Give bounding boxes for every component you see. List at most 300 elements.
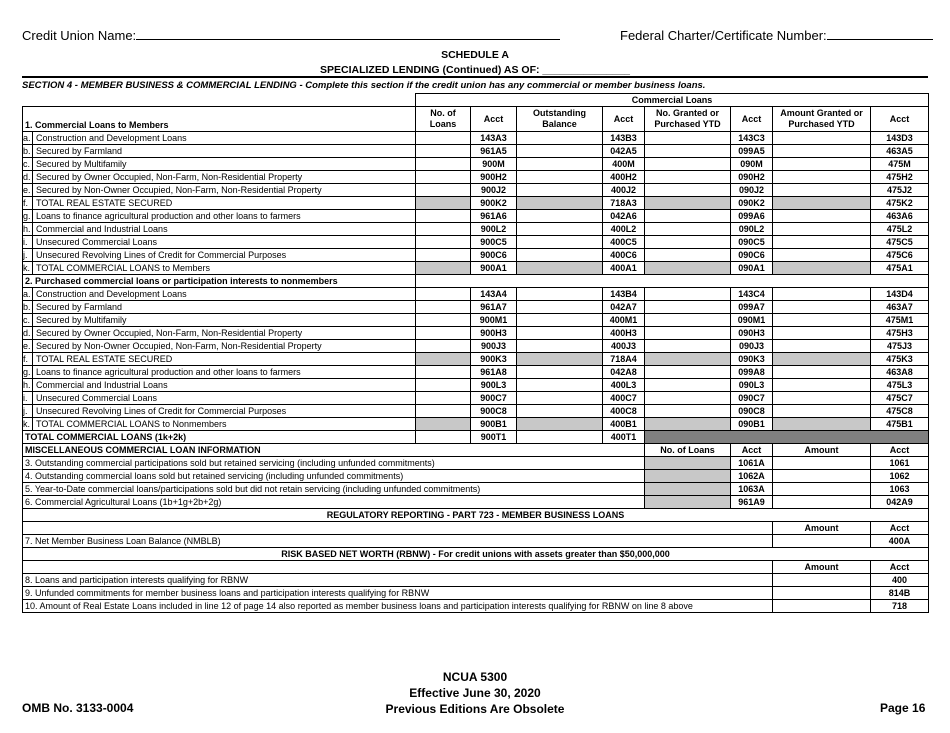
granted-count-input[interactable] bbox=[645, 379, 731, 392]
amount-granted-input[interactable] bbox=[773, 210, 871, 223]
no-of-loans-input[interactable] bbox=[416, 366, 471, 379]
row-label-wrap bbox=[23, 210, 415, 222]
credit-union-name-line[interactable] bbox=[136, 26, 560, 40]
granted-count-input[interactable] bbox=[645, 145, 731, 158]
row-label bbox=[23, 327, 416, 340]
row-label bbox=[23, 340, 416, 353]
acct-code: 718 bbox=[871, 600, 929, 613]
credit-union-name-label: Credit Union Name: bbox=[22, 28, 137, 43]
acct-code: 475H2 bbox=[871, 171, 929, 184]
acct-code: 090L2 bbox=[731, 223, 773, 236]
row-text: TOTAL COMMERCIAL LOANS to Members bbox=[36, 263, 211, 273]
acct-code: 090C7 bbox=[731, 392, 773, 405]
row-label bbox=[23, 236, 416, 249]
form-number: NCUA 5300 bbox=[442, 670, 508, 684]
row-letter: f. bbox=[23, 197, 33, 209]
table-row bbox=[23, 210, 929, 223]
acct-code: 475C5 bbox=[871, 236, 929, 249]
blank-cell bbox=[23, 561, 773, 574]
misc-no-of-loans-input bbox=[645, 470, 731, 483]
acct-code: 814B bbox=[871, 587, 929, 600]
granted-count-input[interactable] bbox=[645, 210, 731, 223]
col-amount-granted-line1: Amount Granted or bbox=[780, 108, 863, 118]
col-outstanding-balance-line2: Balance bbox=[542, 119, 577, 129]
no-of-loans-input[interactable] bbox=[416, 405, 471, 418]
granted-count-input[interactable] bbox=[645, 288, 731, 301]
row-label-wrap bbox=[23, 145, 415, 157]
granted-count-input[interactable] bbox=[645, 236, 731, 249]
misc-no-of-loans-input bbox=[645, 483, 731, 496]
amount-granted-input[interactable] bbox=[773, 223, 871, 236]
acct-code: 400 bbox=[871, 574, 929, 587]
acct-code: 090H2 bbox=[731, 171, 773, 184]
col-outstanding-balance bbox=[517, 107, 603, 132]
row-letter: d. bbox=[23, 327, 33, 339]
col-no-of-loans-line2: Loans bbox=[429, 119, 457, 129]
granted-count-input[interactable] bbox=[645, 405, 731, 418]
row-letter: b. bbox=[23, 145, 33, 157]
row-text: Secured by Farmland bbox=[36, 302, 123, 312]
table-row bbox=[23, 171, 929, 184]
row-label-wrap bbox=[23, 184, 415, 196]
amount-granted-input[interactable] bbox=[773, 288, 871, 301]
acct-code: 400A1 bbox=[603, 262, 645, 275]
no-of-loans-input[interactable] bbox=[416, 158, 471, 171]
misc-row-label: 5. Year-to-Date commercial loans/participations sold but did not retain servicing (including unfunded commitments) bbox=[23, 483, 645, 496]
total-no-of-loans-input[interactable] bbox=[416, 431, 471, 444]
acct-code: 400M1 bbox=[603, 314, 645, 327]
row-label-wrap bbox=[23, 379, 415, 391]
table-row bbox=[23, 405, 929, 418]
acct-code: 400T1 bbox=[603, 431, 645, 444]
row-label-wrap bbox=[23, 301, 415, 313]
acct-code: 099A7 bbox=[731, 301, 773, 314]
granted-count-input[interactable] bbox=[645, 366, 731, 379]
no-of-loans-input[interactable] bbox=[416, 184, 471, 197]
no-of-loans-input bbox=[416, 353, 471, 366]
no-of-loans-input[interactable] bbox=[416, 340, 471, 353]
outstanding-balance-input[interactable] bbox=[517, 340, 603, 353]
table-row bbox=[23, 379, 929, 392]
outstanding-balance-input[interactable] bbox=[517, 392, 603, 405]
granted-count-input[interactable] bbox=[645, 184, 731, 197]
table-row bbox=[23, 223, 929, 236]
no-of-loans-input[interactable] bbox=[416, 249, 471, 262]
row-text: Commercial and Industrial Loans bbox=[36, 224, 168, 234]
amount-granted-input[interactable] bbox=[773, 145, 871, 158]
table-row bbox=[23, 470, 929, 483]
no-of-loans-input[interactable] bbox=[416, 223, 471, 236]
misc-amount-input[interactable] bbox=[773, 483, 871, 496]
granted-count-input[interactable] bbox=[645, 340, 731, 353]
acct-code: 900K3 bbox=[471, 353, 517, 366]
row-letter: h. bbox=[23, 223, 33, 235]
row-letter: a. bbox=[23, 288, 33, 300]
credit-union-name-field[interactable] bbox=[22, 26, 560, 43]
no-of-loans-input[interactable] bbox=[416, 171, 471, 184]
outstanding-balance-input[interactable] bbox=[517, 249, 603, 262]
outstanding-balance-input bbox=[517, 197, 603, 210]
row-letter: b. bbox=[23, 301, 33, 313]
row-text: Construction and Development Loans bbox=[36, 289, 187, 299]
row-letter: a. bbox=[23, 132, 33, 144]
outstanding-balance-input[interactable] bbox=[517, 366, 603, 379]
charter-number-line[interactable] bbox=[827, 26, 933, 40]
row-text: TOTAL REAL ESTATE SECURED bbox=[36, 354, 173, 364]
row-label-wrap bbox=[23, 418, 415, 430]
row-label-wrap bbox=[23, 392, 415, 404]
acct-code: 099A5 bbox=[731, 145, 773, 158]
amount-granted-input[interactable] bbox=[773, 171, 871, 184]
amount-granted-input[interactable] bbox=[773, 301, 871, 314]
acct-code: 463A8 bbox=[871, 366, 929, 379]
outstanding-balance-input[interactable] bbox=[517, 379, 603, 392]
no-of-loans-input[interactable] bbox=[416, 379, 471, 392]
misc-col-no-of-loans: No. of Loans bbox=[645, 444, 731, 457]
outstanding-balance-input[interactable] bbox=[517, 288, 603, 301]
col-outstanding-balance-line1: Outstanding bbox=[533, 108, 586, 118]
acct-code: 099A8 bbox=[731, 366, 773, 379]
col-acct-2: Acct bbox=[603, 107, 645, 132]
row-text: Secured by Owner Occupied, Non-Farm, Non-Residential Property bbox=[36, 328, 303, 338]
row-label-wrap bbox=[23, 262, 415, 274]
misc-amount-input[interactable] bbox=[773, 457, 871, 470]
row-label bbox=[23, 301, 416, 314]
acct-code: 090C8 bbox=[731, 405, 773, 418]
acct-code: 463A7 bbox=[871, 301, 929, 314]
row-letter: k. bbox=[23, 418, 33, 430]
effective-date: Effective June 30, 2020 bbox=[409, 686, 541, 700]
part2-title-fill bbox=[416, 275, 929, 288]
acct-code: 475L3 bbox=[871, 379, 929, 392]
row-label-wrap bbox=[23, 223, 415, 235]
commercial-loans-table bbox=[22, 93, 929, 613]
row-text: Unsecured Commercial Loans bbox=[36, 393, 158, 403]
part2-title-row bbox=[23, 275, 929, 288]
acct-code: 090M1 bbox=[731, 314, 773, 327]
col-no-of-loans bbox=[416, 107, 471, 132]
acct-code: 400C8 bbox=[603, 405, 645, 418]
rbnw-amount-input[interactable] bbox=[773, 574, 871, 587]
granted-count-input bbox=[645, 262, 731, 275]
no-of-loans-input[interactable] bbox=[416, 392, 471, 405]
outstanding-balance-input[interactable] bbox=[517, 184, 603, 197]
granted-count-input[interactable] bbox=[645, 392, 731, 405]
no-of-loans-input[interactable] bbox=[416, 210, 471, 223]
acct-code: 090H3 bbox=[731, 327, 773, 340]
acct-code: 900H2 bbox=[471, 171, 517, 184]
acct-code: 042A9 bbox=[871, 496, 929, 509]
row-text: Secured by Owner Occupied, Non-Farm, Non-Residential Property bbox=[36, 172, 303, 182]
rbnw-amount-input[interactable] bbox=[773, 600, 871, 613]
granted-count-input[interactable] bbox=[645, 301, 731, 314]
total-commercial-label: TOTAL COMMERCIAL LOANS (1k+2k) bbox=[23, 431, 416, 444]
table-row bbox=[23, 236, 929, 249]
misc-no-of-loans-input bbox=[645, 457, 731, 470]
acct-code: 090K3 bbox=[731, 353, 773, 366]
misc-amount-input[interactable] bbox=[773, 470, 871, 483]
granted-count-input bbox=[645, 197, 731, 210]
header-row-columns bbox=[23, 107, 929, 132]
granted-count-input[interactable] bbox=[645, 223, 731, 236]
acct-code: 475J2 bbox=[871, 184, 929, 197]
acct-code: 961A9 bbox=[731, 496, 773, 509]
misc-amount-input[interactable] bbox=[773, 496, 871, 509]
granted-count-input[interactable] bbox=[645, 314, 731, 327]
acct-code: 475K2 bbox=[871, 197, 929, 210]
table-row bbox=[23, 457, 929, 470]
row-letter: j. bbox=[23, 249, 33, 261]
acct-code: 400B1 bbox=[603, 418, 645, 431]
obsolete-note: Previous Editions Are Obsolete bbox=[385, 702, 565, 716]
total-row bbox=[23, 431, 929, 444]
row-label bbox=[23, 314, 416, 327]
acct-code: 475C7 bbox=[871, 392, 929, 405]
misc-row-label: 6. Commercial Agricultural Loans (1b+1g+2b+2g) bbox=[23, 496, 645, 509]
row-label bbox=[23, 418, 416, 431]
row-letter: k. bbox=[23, 262, 33, 274]
amount-granted-input[interactable] bbox=[773, 379, 871, 392]
row-letter: e. bbox=[23, 184, 33, 196]
total-outstanding-input[interactable] bbox=[517, 431, 603, 444]
reg-col-acct: Acct bbox=[871, 522, 929, 535]
outstanding-balance-input[interactable] bbox=[517, 405, 603, 418]
row-label-wrap bbox=[23, 197, 415, 209]
acct-code: 900C6 bbox=[471, 249, 517, 262]
misc-title: MISCELLANEOUS COMMERCIAL LOAN INFORMATION bbox=[23, 444, 645, 457]
acct-code: 900J2 bbox=[471, 184, 517, 197]
schedule-subtitle: SPECIALIZED LENDING (Continued) AS OF: _______________ bbox=[319, 64, 631, 76]
acct-code: 475K3 bbox=[871, 353, 929, 366]
table-row bbox=[23, 184, 929, 197]
acct-code: 400L3 bbox=[603, 379, 645, 392]
row-label bbox=[23, 132, 416, 145]
row-label bbox=[23, 145, 416, 158]
nmblb-amount-input[interactable] bbox=[773, 535, 871, 548]
row-label-wrap bbox=[23, 314, 415, 326]
row-label bbox=[23, 379, 416, 392]
misc-col-acct2: Acct bbox=[871, 444, 929, 457]
row-text: Loans to finance agricultural production and other loans to farmers bbox=[36, 367, 301, 377]
acct-code: 900B1 bbox=[471, 418, 517, 431]
row-label bbox=[23, 171, 416, 184]
nmblb-label: 7. Net Member Business Loan Balance (NMBLB) bbox=[23, 535, 773, 548]
row-label-wrap bbox=[23, 158, 415, 170]
acct-code: 900C7 bbox=[471, 392, 517, 405]
table-row bbox=[23, 249, 929, 262]
acct-code: 099A6 bbox=[731, 210, 773, 223]
rbnw-title: RISK BASED NET WORTH (RBNW) - For credit unions with assets greater than $50,000,000 bbox=[23, 548, 929, 561]
outstanding-balance-input[interactable] bbox=[517, 132, 603, 145]
table-row bbox=[23, 197, 929, 210]
table-row bbox=[23, 132, 929, 145]
col-amount-granted-line2: Purchased YTD bbox=[788, 119, 855, 129]
shaded-cell bbox=[645, 431, 929, 444]
row-label-wrap bbox=[23, 288, 415, 300]
acct-code: 042A7 bbox=[603, 301, 645, 314]
rbnw-row-label: 9. Unfunded commitments for member business loans and participation interests qualifying for RBNW bbox=[23, 587, 773, 600]
acct-code: 400C5 bbox=[603, 236, 645, 249]
regulatory-title: REGULATORY REPORTING - PART 723 - MEMBER BUSINESS LOANS bbox=[23, 509, 929, 522]
row-label-wrap bbox=[23, 353, 415, 365]
col-granted-purchased bbox=[645, 107, 731, 132]
col-granted-purchased-line2: Purchased YTD bbox=[654, 119, 721, 129]
page-number: Page 16 bbox=[880, 701, 926, 715]
granted-count-input[interactable] bbox=[645, 158, 731, 171]
acct-code: 042A8 bbox=[603, 366, 645, 379]
no-of-loans-input[interactable] bbox=[416, 132, 471, 145]
col-no-of-loans-line1: No. of bbox=[430, 108, 456, 118]
part2-title: 2. Purchased commercial loans or participation interests to nonmembers bbox=[23, 275, 416, 288]
acct-code: 090B1 bbox=[731, 418, 773, 431]
col-amount-granted bbox=[773, 107, 871, 132]
row-label-wrap bbox=[23, 327, 415, 339]
amount-granted-input[interactable] bbox=[773, 184, 871, 197]
acct-code: 400L2 bbox=[603, 223, 645, 236]
row-text: Unsecured Revolving Lines of Credit for Commercial Purposes bbox=[36, 250, 287, 260]
acct-code: 475H3 bbox=[871, 327, 929, 340]
row-label bbox=[23, 210, 416, 223]
row-label bbox=[23, 262, 416, 275]
row-label-wrap bbox=[23, 132, 415, 144]
acct-code: 090C5 bbox=[731, 236, 773, 249]
row-label bbox=[23, 353, 416, 366]
table-row bbox=[23, 262, 929, 275]
table-row bbox=[23, 314, 929, 327]
amount-granted-input[interactable] bbox=[773, 249, 871, 262]
outstanding-balance-input[interactable] bbox=[517, 236, 603, 249]
acct-code: 961A8 bbox=[471, 366, 517, 379]
header-blank bbox=[23, 94, 416, 107]
outstanding-balance-input[interactable] bbox=[517, 210, 603, 223]
acct-code: 143D3 bbox=[871, 132, 929, 145]
amount-granted-input[interactable] bbox=[773, 392, 871, 405]
acct-code: 143B3 bbox=[603, 132, 645, 145]
acct-code: 475C8 bbox=[871, 405, 929, 418]
regulatory-title-row bbox=[23, 509, 929, 522]
table-row bbox=[23, 535, 929, 548]
acct-code: 400M bbox=[603, 158, 645, 171]
granted-count-input[interactable] bbox=[645, 132, 731, 145]
row-text: Secured by Non-Owner Occupied, Non-Farm, Non-Residential Property bbox=[36, 185, 322, 195]
table-row bbox=[23, 483, 929, 496]
amount-granted-input[interactable] bbox=[773, 132, 871, 145]
acct-code: 400C6 bbox=[603, 249, 645, 262]
row-letter: g. bbox=[23, 210, 33, 222]
acct-code: 143A4 bbox=[471, 288, 517, 301]
acct-code: 475A1 bbox=[871, 262, 929, 275]
rbnw-amount-input[interactable] bbox=[773, 587, 871, 600]
outstanding-balance-input[interactable] bbox=[517, 158, 603, 171]
no-of-loans-input[interactable] bbox=[416, 145, 471, 158]
acct-code: 900M bbox=[471, 158, 517, 171]
amount-granted-input[interactable] bbox=[773, 158, 871, 171]
acct-code: 961A7 bbox=[471, 301, 517, 314]
amount-granted-input[interactable] bbox=[773, 340, 871, 353]
no-of-loans-input[interactable] bbox=[416, 314, 471, 327]
granted-count-input[interactable] bbox=[645, 249, 731, 262]
table-row bbox=[23, 145, 929, 158]
row-text: Unsecured Commercial Loans bbox=[36, 237, 158, 247]
row-label-wrap bbox=[23, 366, 415, 378]
table-row bbox=[23, 392, 929, 405]
charter-number-field[interactable] bbox=[620, 26, 933, 43]
acct-code: 400C7 bbox=[603, 392, 645, 405]
acct-code: 718A3 bbox=[603, 197, 645, 210]
table-row bbox=[23, 574, 929, 587]
no-of-loans-input[interactable] bbox=[416, 327, 471, 340]
acct-code: 475M1 bbox=[871, 314, 929, 327]
misc-col-amount: Amount bbox=[773, 444, 871, 457]
table-row bbox=[23, 288, 929, 301]
amount-granted-input[interactable] bbox=[773, 314, 871, 327]
row-text: Unsecured Revolving Lines of Credit for Commercial Purposes bbox=[36, 406, 287, 416]
rbnw-row-label: 10. Amount of Real Estate Loans included in line 12 of page 14 also reported as member business loans and participation interests qualifying for RBNW on line 8 above bbox=[23, 600, 773, 613]
row-label bbox=[23, 197, 416, 210]
col-granted-purchased-line1: No. Granted or bbox=[655, 108, 719, 118]
row-letter: f. bbox=[23, 353, 33, 365]
no-of-loans-input[interactable] bbox=[416, 288, 471, 301]
acct-code: 143D4 bbox=[871, 288, 929, 301]
acct-code: 475L2 bbox=[871, 223, 929, 236]
amount-granted-input[interactable] bbox=[773, 327, 871, 340]
acct-code: 463A6 bbox=[871, 210, 929, 223]
row-text: Secured by Multifamily bbox=[36, 159, 127, 169]
row-label-wrap bbox=[23, 236, 415, 248]
outstanding-balance-input[interactable] bbox=[517, 145, 603, 158]
acct-code: 090J3 bbox=[731, 340, 773, 353]
row-label-wrap bbox=[23, 340, 415, 352]
acct-code: 090L3 bbox=[731, 379, 773, 392]
granted-count-input[interactable] bbox=[645, 171, 731, 184]
rbnw-title-row bbox=[23, 548, 929, 561]
granted-count-input[interactable] bbox=[645, 327, 731, 340]
outstanding-balance-input[interactable] bbox=[517, 327, 603, 340]
no-of-loans-input[interactable] bbox=[416, 236, 471, 249]
row-label bbox=[23, 223, 416, 236]
no-of-loans-input bbox=[416, 418, 471, 431]
no-of-loans-input bbox=[416, 197, 471, 210]
table-row bbox=[23, 418, 929, 431]
acct-code: 900C8 bbox=[471, 405, 517, 418]
table-row bbox=[23, 327, 929, 340]
no-of-loans-input[interactable] bbox=[416, 301, 471, 314]
outstanding-balance-input[interactable] bbox=[517, 314, 603, 327]
acct-code: 1062 bbox=[871, 470, 929, 483]
acct-code: 961A6 bbox=[471, 210, 517, 223]
rbnw-col-acct: Acct bbox=[871, 561, 929, 574]
row-letter: h. bbox=[23, 379, 33, 391]
amount-granted-input[interactable] bbox=[773, 236, 871, 249]
amount-granted-input[interactable] bbox=[773, 366, 871, 379]
acct-code: 1063A bbox=[731, 483, 773, 496]
misc-no-of-loans-input bbox=[645, 496, 731, 509]
amount-granted-input[interactable] bbox=[773, 405, 871, 418]
acct-code: 143C4 bbox=[731, 288, 773, 301]
acct-code: 090M bbox=[731, 158, 773, 171]
outstanding-balance-input[interactable] bbox=[517, 223, 603, 236]
outstanding-balance-input[interactable] bbox=[517, 171, 603, 184]
acct-code: 400H2 bbox=[603, 171, 645, 184]
acct-code: 475B1 bbox=[871, 418, 929, 431]
schedule-title: SCHEDULE A bbox=[441, 49, 509, 61]
row-letter: g. bbox=[23, 366, 33, 378]
misc-row-label: 3. Outstanding commercial participations sold but retained servicing (including unfunded commitments) bbox=[23, 457, 645, 470]
outstanding-balance-input bbox=[517, 262, 603, 275]
row-label-wrap bbox=[23, 405, 415, 417]
outstanding-balance-input[interactable] bbox=[517, 301, 603, 314]
row-letter: e. bbox=[23, 340, 33, 352]
